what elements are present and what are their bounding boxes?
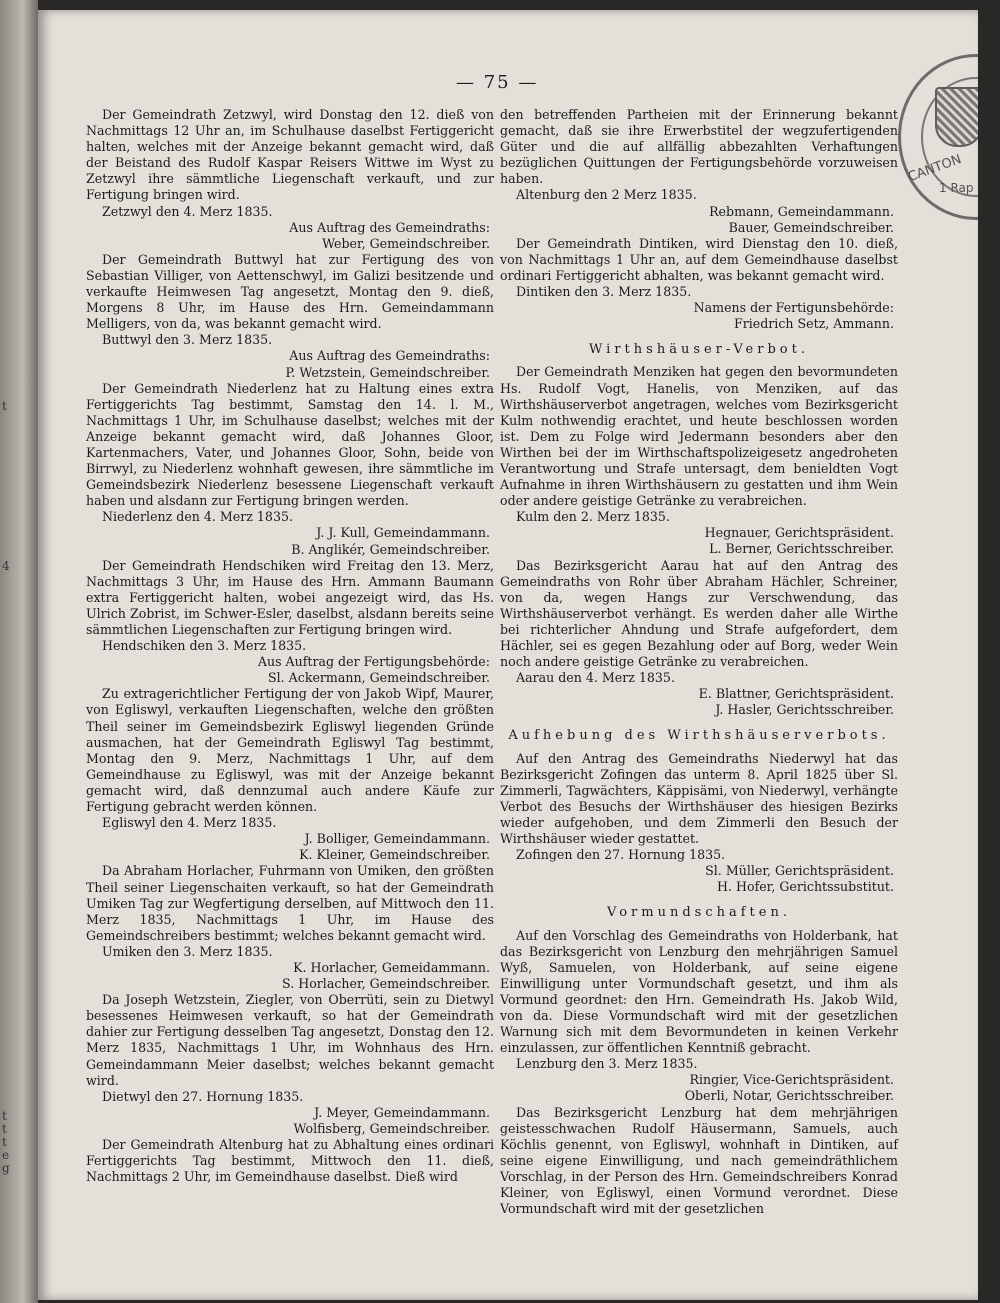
signature-line: E. Blattner, Gerichtspräsident.	[698, 686, 894, 702]
signature-line: Sl. Müller, Gerichtspräsident.	[705, 863, 894, 879]
stamp-text-value: 1 Rap	[939, 181, 974, 195]
document-page	[38, 10, 978, 1300]
signature-line: J. Meyer, Gemeindammann.	[314, 1104, 490, 1120]
section-heading: Aufhebung des Wirthshäuserverbots.	[508, 728, 890, 744]
place-date-line: Dintiken den 3. Merz 1835.	[516, 284, 692, 300]
place-date-line: Zetzwyl den 4. Merz 1835.	[102, 203, 273, 219]
signature-line: H. Hofer, Gerichtssubstitut.	[717, 879, 894, 895]
signature-line: K. Kleiner, Gemeindschreiber.	[299, 847, 490, 863]
signature-line: P. Wetzstein, Gemeindschreiber.	[285, 364, 490, 380]
notice-paragraph: Das Bezirksgericht Aarau hat auf den Antrag des Gemeindraths von Rohr über Abraham Hächler, Schreiner, von da, wegen Hangs zur Verschwendung, das Wirthshäuserverbot verhängt. Es werden daher alle Wirthe bei richterlicher Ahndung und Strafe aufgefordert, dem Hächler, sei es gegen Bezahlung oder auf Borg, weder Wein noch andere geistige Getränke zu verabreichen.	[500, 557, 898, 670]
notice-paragraph: Der Gemeindrath Zetzwyl, wird Donstag den 12. dieß von Nachmittags 12 Uhr an, im Schulhause daselbst Fertiggericht halten, welches mit der Anzeige bekannt gemacht wird, daß der Beistand des Rudolf Kaspar Reisers Wittwe im Wyst zu Zetzwyl ihre sämmtliche Liegenschaft verkauft, und zur Fertigung bringen wird.	[86, 107, 494, 203]
notice-paragraph: Auf den Antrag des Gemeindraths Niederwyl hat das Bezirksgericht Zofingen das unterm 8. April 1825 über Sl. Zimmerli, Tagwächters, Käppisämi, von Niederwyl, verhängte Verbot des Besuchs der Wirthshäuser des hiesigen Bezirks wieder aufgehoben, und dem Zimmerli den Besuch der Wirthshäuser wieder gestattet.	[500, 750, 898, 847]
place-date-line: Lenzburg den 3. Merz 1835.	[516, 1056, 698, 1072]
signature-line: L. Berner, Gerichtsschreiber.	[709, 541, 894, 557]
signature-line: B. Anglikér, Gemeindschreiber.	[291, 541, 490, 557]
margin-mark: 4	[2, 559, 10, 573]
place-date-line: Aarau den 4. Merz 1835.	[516, 670, 675, 686]
place-date-line: Dietwyl den 27. Hornung 1835.	[102, 1088, 304, 1104]
page-number: — 75 —	[456, 72, 539, 93]
place-date-line: Altenburg den 2 Merz 1835.	[516, 187, 697, 203]
place-date-line: Hendschiken den 3. Merz 1835.	[102, 638, 307, 654]
place-date-line: Kulm den 2. Merz 1835.	[516, 509, 670, 525]
signature-line: Friedrich Setz, Ammann.	[733, 316, 894, 332]
notice-paragraph: Der Gemeindrath Dintiken, wird Dienstag den 10. dieß, von Nachmittags 1 Uhr an, auf dem Gemeindhause daselbst ordinari Fertiggericht abhalten, was bekannt gemacht wird.	[500, 235, 898, 283]
place-date-line: Egliswyl den 4. Merz 1835.	[102, 815, 277, 831]
signature-line: J. Hasler, Gerichtsschreiber.	[715, 702, 894, 718]
notice-paragraph: Der Gemeindrath Altenburg hat zu Abhaltung eines ordinari Fertiggerichts Tag bestimmt, Mittwoch den 11. dieß, Nachmittags 2 Uhr, im Gemeindhause daselbst. Dieß wird	[86, 1137, 494, 1185]
signature-line: Wolfisberg, Gemeindschreiber.	[293, 1120, 490, 1136]
signature-line: Aus Auftrag des Gemeindraths:	[289, 348, 490, 364]
signature-line: S. Horlacher, Gemeindschreiber.	[282, 976, 490, 992]
notice-paragraph: Da Abraham Horlacher, Fuhrmann von Umiken, den größten Theil seiner Liegenschaiten verkauft, so hat der Gemeindrath Umiken Tag zur Wegfertigung derselben, auf Mittwoch den 11. Merz 1835, Nachmittags 1 Uhr, im Hause des Gemeindschreibers bestimmt; welches bekannt gemacht wird.	[86, 863, 494, 943]
section-heading: Wirthshäuser-Verbot.	[589, 342, 809, 358]
signature-line: Ringier, Vice-Gerichtspräsident.	[689, 1072, 894, 1088]
signature-line: Sl. Ackermann, Gemeindschreiber.	[268, 670, 490, 686]
signature-line: Aus Auftrag des Gemeindraths:	[289, 219, 490, 235]
signature-line: Rebmann, Gemeindammann.	[709, 203, 894, 219]
signature-line: Hegnauer, Gerichtspräsident.	[704, 525, 894, 541]
notice-paragraph: Das Bezirksgericht Lenzburg hat dem mehrjährigen geistesschwachen Rudolf Häusermann, Samuels, auch Köchlis genennt, von Egliswyl, wohnhaft in Dintiken, auf seine eigene Einwilligung, und nach gemeindräthlichem Vorschlag, in der Person des Hrn. Gemeindschreibers Konrad Kleiner, von Egliswyl, einen Vormund verordnet. Diese Vormundschaft wird mit der gesetzlichen	[500, 1104, 898, 1217]
signature-line: Bauer, Gemeindschreiber.	[728, 219, 894, 235]
section-heading: Vormundschaften.	[607, 905, 791, 921]
right-column	[500, 107, 898, 1217]
notice-paragraph: Der Gemeindrath Niederlenz hat zu Haltung eines extra Fertiggerichts Tag bestimmt, Samstag den 14. l. M., Nachmittags 1 Uhr, im Schulhause daselbst; welches mit der Anzeige bekannt gemacht wird, daß Johannes Gloor, Kartenmachers, Vater, und Johannes Gloor, Sohn, beide von Birrwyl, zu Niederlenz wohnhaft gewesen, ihre sämmtliche im Gemeindsbezirk Niederlenz besessene Liegenschaft verkauft haben und alsdann zur Fertigung bringen werden.	[86, 380, 494, 509]
shield-icon	[935, 87, 978, 147]
place-date-line: Umiken den 3. Merz 1835.	[102, 943, 273, 959]
signature-line: J. J. Kull, Gemeindammann.	[316, 525, 490, 541]
signature-line: K. Horlacher, Gemeidammann.	[293, 959, 490, 975]
notice-paragraph: Auf den Vorschlag des Gemeindraths von Holderbank, hat das Bezirksgericht von Lenzburg den mehrjährigen Samuel Wyß, Samuelen, von Holderbank, auf seine eigene Einwilligung unter Vormundschaft gesetzt, und ihm als Vormund geordnet: den Hrn. Gemeindrath Hs. Jakob Wild, von da. Diese Vormundschaft wird mit der gesetzlichen Warnung sich mit dem Bevormundeten in keinen Verkehr einzulassen, zur öffentlichen Kenntniß gebracht.	[500, 927, 898, 1056]
signature-line: J. Bolliger, Gemeindammann.	[304, 831, 490, 847]
notice-paragraph: den betreffenden Partheien mit der Erinnerung bekannt gemacht, daß sie ihre Erwerbstitel der wegzufertigenden Güter und die auf allfällig abbezahlten Verhaftungen bezüglichen Quittungen der Fertigungsbehörde vorzuweisen haben.	[500, 107, 898, 187]
stamp-text: CANTON	[906, 151, 964, 186]
place-date-line: Zofingen den 27. Hornung 1835.	[516, 847, 726, 863]
signature-line: Weber, Gemeindschreiber.	[322, 235, 490, 251]
margin-mark: t t t e g	[2, 1109, 10, 1175]
margin-mark: t	[2, 399, 7, 413]
notice-paragraph: Der Gemeindrath Hendschiken wird Freitag den 13. Merz, Nachmittags 3 Uhr, im Hause des Hrn. Ammann Baumann extra Fertiggericht halten, wobei angezeigt wird, das Hs. Ulrich Zobrist, im Schwer-Esler, daselbst, alsdann bereits seine sämmtlichen Liegenschaften zur Fertigung bringen wird.	[86, 557, 494, 637]
notice-paragraph: Der Gemeindrath Buttwyl hat zur Fertigung des von Sebastian Villiger, von Aettenschwyl, im Galizi besitzende und verkaufte Heimwesen Tag angesetzt, Montag den 9. dieß, Morgens 8 Uhr, im Hause des Hrn. Gemeindammann Melligers, von da, was bekannt gemacht wird.	[86, 251, 494, 332]
place-date-line: Buttwyl den 3. Merz 1835.	[102, 332, 273, 348]
notice-paragraph: Der Gemeindrath Menziken hat gegen den bevormundeten Hs. Rudolf Vogt, Hanelis, von Menziken, auf das Wirthshäuserverbot angetragen, welches vom Bezirksgericht Kulm nothwendig erachtet, und heute beschlossen worden ist. Dem zu Folge wird Jedermann besonders aber den Wirthen bei der im Wirthschaftspolizeigesetz angedroheten Verantwortung und Strafe untersagt, dem benieldten Vogt Aufnahme in ihren Wirthshäusern zu gestatten und ihm Wein oder andere geistige Getränke zu verabreichen.	[500, 364, 898, 509]
signature-line: Namens der Fertigunsbehörde:	[693, 300, 894, 316]
place-date-line: Niederlenz den 4. Merz 1835.	[102, 509, 293, 525]
canton-stamp-icon	[898, 54, 978, 220]
notice-paragraph: Zu extragerichtlicher Fertigung der von Jakob Wipf, Maurer, von Egliswyl, verkauften Liegenschaften, welche den größten Theil seiner im Gemeindsbezirk Egliswyl liegenden Gründe ausmachen, hat der Gemeindrath Egliswyl Tag bestimmt, Montag den 9. Merz, Nachmittags 1 Uhr, auf dem Gemeindhause zu Egliswyl, was mit der Anzeige bekannt gemacht wird, daß dennzumal auch andere Käufe zur Fertigung gebracht werden können.	[86, 686, 494, 815]
left-column	[86, 107, 494, 1185]
signature-line: Aus Auftrag der Fertigungsbehörde:	[257, 654, 490, 670]
signature-line: Oberli, Notar, Gerichtsschreiber.	[684, 1088, 894, 1104]
notice-paragraph: Da Joseph Wetzstein, Ziegler, von Oberrüti, sein zu Dietwyl besessenes Heimwesen verkauft, so hat der Gemeindrath dahier zur Fertigung desselben Tag angesetzt, Donstag den 12. Merz 1835, Nachmittags 1 Uhr, im Wohnhaus des Hrn. Gemeindammann Meier daselbst; welches bekannt gemacht wird.	[86, 992, 494, 1088]
previous-page-edge	[0, 0, 38, 1303]
